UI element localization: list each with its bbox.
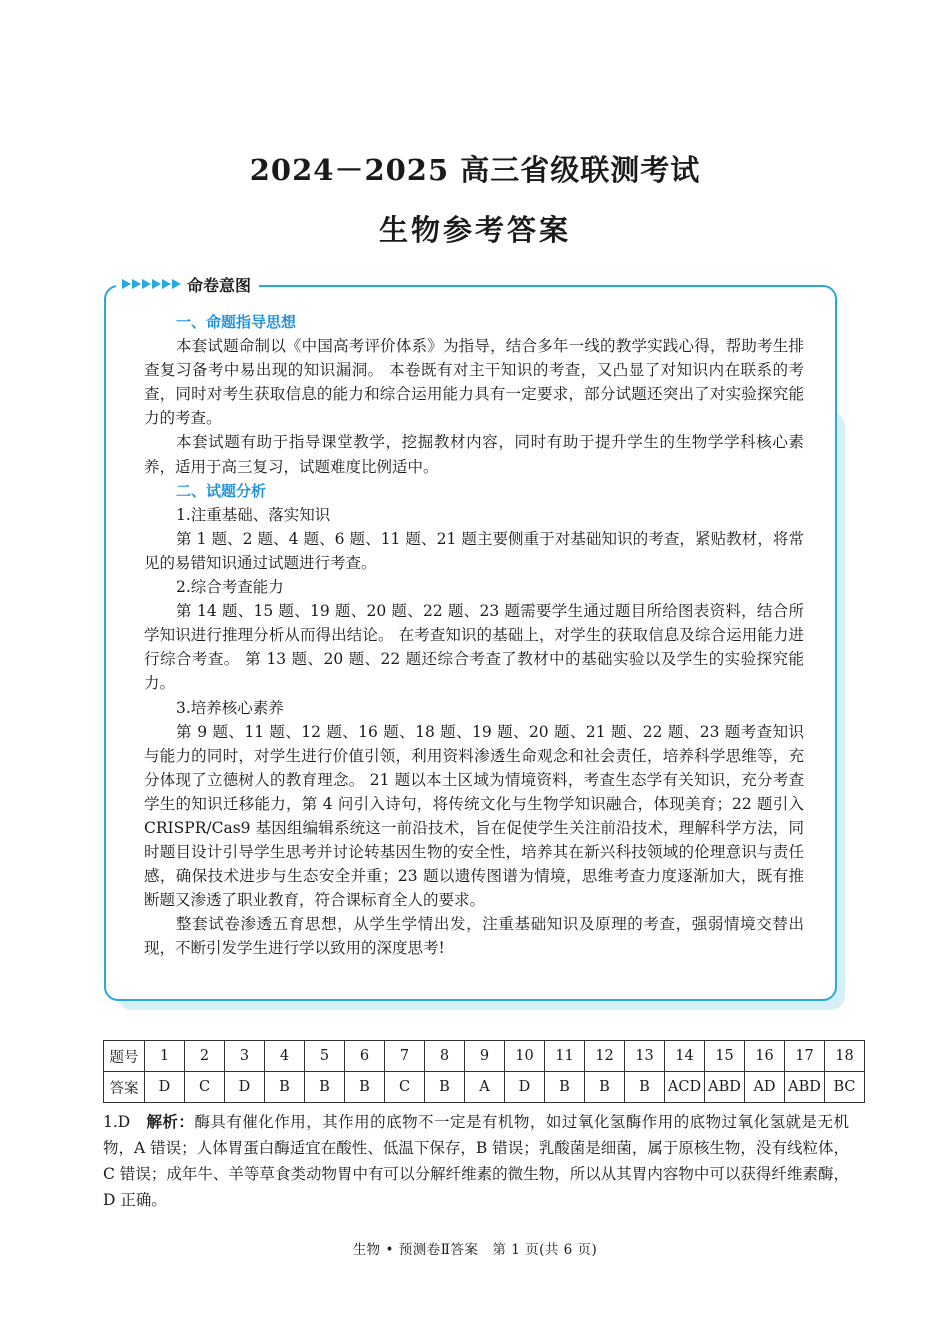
paragraph: 整套试卷渗透五育思想，从学生学情出发，注重基础知识及原理的考查，强弱情境交替出现，不断引发学生进行学以致用的深度思考! xyxy=(144,915,804,958)
answer-cell: BC xyxy=(825,1072,865,1103)
question-number: 2 xyxy=(185,1041,225,1072)
question-number: 17 xyxy=(785,1041,825,1072)
arrow-icon xyxy=(122,279,131,289)
question-number: 3 xyxy=(225,1041,265,1072)
paragraph: 第 9 题、11 题、12 题、16 题、18 题、19 题、20 题、21 题、22 题、23 题考查知识与能力的同时，对学生进行价值引领，利用资料渗透生命观念和社会责任，培养科学思维等，充分体现了立德树人的教育理念。 21 题以本土区域为情境资料，考查生态学有关知识，充分考查学生的知识迁移能力，第 4 问引入诗句，将传统文化与生物学知识融合，体现美育；22 题引入 CRISPR/Cas9 基因组编辑系统这一前沿技术，旨在促使学生关注前沿技术，理解科学方法，同时题目设计引导学生思考并讨论转基因生物的安全性，培养其在新兴科技领域的伦理意识与责任感，确保技术进步与生态安全并重；23 题以遗传图谱为情境，思维考查力度逐渐加大，既有推断题又渗透了职业教育，符合课标育全人的要求。 xyxy=(144,722,804,910)
question-number: 7 xyxy=(385,1041,425,1072)
question-number: 15 xyxy=(705,1041,745,1072)
answer-cell: D xyxy=(505,1072,545,1103)
answer-cell: B xyxy=(425,1072,465,1103)
answer-cell: B xyxy=(545,1072,585,1103)
intent-label-text: 命卷意图 xyxy=(187,275,252,295)
question-number: 1 xyxy=(145,1041,185,1072)
answer-cell: B xyxy=(345,1072,385,1103)
paragraph: 本套试题有助于指导课堂教学，挖掘教材内容，同时有助于提升学生的生物学学科核心素养，适用于高三复习，试题难度比例适中。 xyxy=(144,433,804,476)
arrow-icon xyxy=(152,279,161,289)
question-number: 18 xyxy=(825,1041,865,1072)
answer-cell: B xyxy=(305,1072,345,1103)
explanation-keyword: 解析： xyxy=(146,1113,195,1131)
question-number: 4 xyxy=(265,1041,305,1072)
page-footer: 生物 • 预测卷Ⅱ答案 第 1 页(共 6 页) xyxy=(352,1242,598,1258)
answer-cell: D xyxy=(225,1072,265,1103)
paragraph: 本套试题命制以《中国高考评价体系》为指导，结合多年一线的教学实践心得，帮助考生排查复习备考中易出现的知识漏洞。 本卷既有对主干知识的考查，又凸显了对知识内在联系的考查，同时对考生获取信息的能力和综合运用能力具有一定要求，部分试题还突出了对实验探究能力的考查。 xyxy=(144,337,804,428)
answer-table xyxy=(103,1040,865,1103)
arrow-icons xyxy=(122,279,181,289)
question-number: 10 xyxy=(505,1041,545,1072)
question-number: 11 xyxy=(545,1041,585,1072)
question-number: 13 xyxy=(625,1041,665,1072)
answer-cell: A xyxy=(465,1072,505,1103)
answer-title: 生物参考答案 xyxy=(378,213,571,247)
answer-cell: ACD xyxy=(665,1072,705,1103)
question-number: 14 xyxy=(665,1041,705,1072)
answer-cell: B xyxy=(585,1072,625,1103)
subheading: 1.注重基础、落实知识 xyxy=(176,505,331,524)
row-label: 答案 xyxy=(104,1072,145,1103)
subheading: 2.综合考查能力 xyxy=(176,578,284,597)
question-number: 16 xyxy=(745,1041,785,1072)
question-number: 6 xyxy=(345,1041,385,1072)
answer-row xyxy=(104,1072,865,1103)
exam-title: 2024－2025 高三省级联测考试 xyxy=(249,153,701,187)
paragraph: 第 14 题、15 题、19 题、20 题、22 题、23 题需要学生通过题目所给图表资料，结合所学知识进行推理分析从而得出结论。 在考查知识的基础上，对学生的获取信息及综合运用能力进行综合考查。 第 13 题、20 题、22 题还综合考查了教材中的基础实验以及学生的实验探究能力。 xyxy=(144,602,804,693)
question-number: 9 xyxy=(465,1041,505,1072)
question-number: 5 xyxy=(305,1041,345,1072)
answer-cell: B xyxy=(265,1072,305,1103)
arrow-icon xyxy=(132,279,141,289)
question-number-row xyxy=(104,1041,865,1072)
arrow-icon xyxy=(142,279,151,289)
answer-cell: C xyxy=(185,1072,225,1103)
answer-cell: B xyxy=(625,1072,665,1103)
answer-cell: ABD xyxy=(785,1072,825,1103)
arrow-icon xyxy=(162,279,171,289)
explanation-text: 酶具有催化作用，其作用的底物不一定是有机物，如过氧化氢酶作用的底物过氧化氢就是无机物，A 错误；人体胃蛋白酶适宜在酸性、低温下保存，B 错误；乳酸菌是细菌，属于原核生物，没有线粒体，C 错误；成年牛、羊等草食类动物胃中有可以分解纤维素的微生物，所以从其胃内容物中可以获得纤维素酶，D 正确。 xyxy=(103,1113,849,1209)
question-number: 8 xyxy=(425,1041,465,1072)
answer-cell: C xyxy=(385,1072,425,1103)
explanation-1 xyxy=(103,1109,849,1213)
intent-box-label xyxy=(116,271,259,297)
answer-cell: AD xyxy=(745,1072,785,1103)
subheading: 3.培养核心素养 xyxy=(176,698,284,717)
section-heading: 二、试题分析 xyxy=(176,481,267,500)
answer-cell: ABD xyxy=(705,1072,745,1103)
row-label: 题号 xyxy=(104,1041,145,1072)
question-number: 12 xyxy=(585,1041,625,1072)
answer-cell: D xyxy=(145,1072,185,1103)
intent-content xyxy=(144,310,804,961)
paragraph: 第 1 题、2 题、4 题、6 题、11 题、21 题主要侧重于对基础知识的考查，紧贴教材，将常见的易错知识通过试题进行考查。 xyxy=(144,529,804,572)
section-heading: 一、命题指导思想 xyxy=(176,313,297,331)
explanation-number: 1.D xyxy=(103,1113,131,1131)
arrow-icon xyxy=(172,279,181,289)
